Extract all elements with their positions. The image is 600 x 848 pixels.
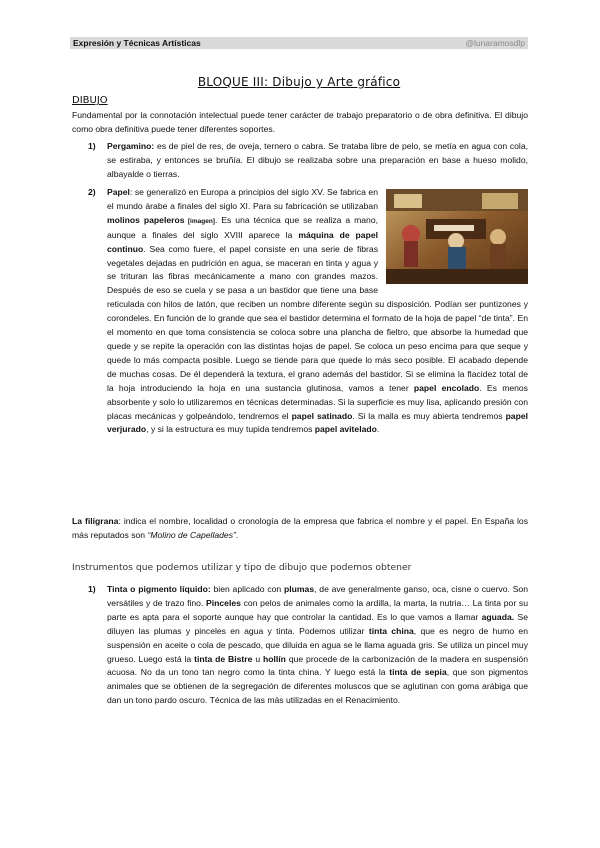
term-pinceles: Pinceles (206, 597, 241, 608)
term-tinta-bistre: tinta de Bistre (194, 653, 253, 664)
instruments-heading: Instrumentos que podemos utilizar y tipo de dibujo que podemos obtener (72, 562, 412, 573)
papel-label: Papel (107, 187, 130, 197)
papel-text-5: . Si la malla es muy abierta tendremos (352, 410, 506, 421)
term-molinos-papeleros: molinos papeleros (107, 214, 185, 225)
pergamino-text: es de piel de res, de oveja, ternero o cabra. Se trataba libre de pelo, se metía en agua con cola, se estiraba, y entonces se bruñía. El dibujo se realizaba sobre una preparación en base a hueso molido, albayalde o tierras. (107, 141, 528, 179)
tinta-text-6: u (252, 653, 263, 664)
list-number-1: 1) (88, 141, 96, 151)
header-author: @lunaramosdlp (465, 38, 525, 48)
term-tinta: Tinta o pigmento líquido: (107, 584, 211, 594)
tinta-text-8: , que son pigmentos animales que se obtienen de la segregación de diferentes moluscos que se aglutinan con goma arábiga que dan un tono pardo oscuro. Técnica de las más utilizadas en el Renacimiento. (107, 667, 528, 706)
papel-text-3: . Sea como fuere, el papel consiste en una serie de fibras vegetales dejadas en pudrición en agua, se maceran en tinta y agua y se trituran las fibras mecánicamente a mano con grandes mazos. Después de eso se cuela y se pasa a un bastidor que tiene una base reticulada con hilos de latón, que reciben un nombre diferente según su disposición. Podían ser puntizones y corondeles. En función de lo grande que sea el bastidor determina el formato de la hoja de papel “de tinta”. En el momento en que toma consistencia se coloca sobre una plancha de fieltro, que absorbe la humedad que quede y se repite la operación con las distintas hojas de papel. Se coloca un peso encima para que seque y quede lo más compacta posible. Luego se tiende para que quede lo más seco posible. El acabado depende de muchas cosas. De él dependerá la textura, el grano además del bastidor. Si se elimina la flacidez total de la hoja introduciendo la hoja en una sustancia glutinosa, vamos a tener (107, 243, 528, 393)
list-item-papel (107, 186, 528, 437)
filigrana-end: . (235, 529, 239, 540)
intro-paragraph: Fundamental por la connotación intelectual puede tener carácter de trabajo preparatorio o de obra definitiva. El dibujo como obra definitiva puede tener diferentes soportes. (72, 110, 528, 134)
image-ref: [imagen] (184, 217, 215, 225)
header-subject: Expresión y Técnicas Artísticas (73, 38, 201, 48)
list-item-tinta (107, 583, 528, 708)
term-tinta-sepia: tinta de sepia (389, 667, 447, 678)
term-papel-satinado: papel satinado (291, 410, 353, 421)
paper-mill-illustration (386, 189, 528, 284)
papel-text-2: . Es una técnica que se realiza a mano, aunque a finales del siglo XVIII aparece la (107, 214, 378, 240)
term-plumas: plumas (284, 584, 315, 594)
pergamino-label: Pergamino: (107, 141, 155, 151)
term-papel-verjurado: papel verjurado (107, 410, 529, 435)
section-heading-dibujo: DIBUJO (72, 95, 108, 106)
filigrana-paragraph (72, 515, 528, 543)
term-papel-encolado: papel encolado (413, 382, 480, 393)
filigrana-quote: “Molino de Capellades” (147, 529, 236, 540)
page-header (70, 37, 528, 49)
filigrana-label: La filigrana (72, 516, 119, 526)
term-aguada: aguada. (481, 611, 515, 622)
page-title: BLOQUE III: Dibujo y Arte gráfico (197, 75, 401, 89)
papel-text-6: , y si la estructura es muy tupida tendremos (146, 424, 315, 435)
term-papel-avitelado: papel avitelado (314, 424, 377, 435)
tinta-text-7: que procede de la carbonización de la madera en suspensión acuosa. No da un tono tan negro como la tinta china. Y luego está la (107, 653, 528, 678)
term-tinta-china: tinta china (368, 625, 414, 636)
tinta-text-2: , de ave generalmente ganso, oca, cisne o cuervo. Son versátiles y de trazo fino. (107, 584, 528, 608)
papel-text-4: . Es menos absorbente y solo lo utilizaremos en técnicas determinadas. Si la superficie es muy lisa, aplicando presión con placas mecánicas y golpeándolo, tendremos el (107, 382, 528, 421)
list-number-2: 2) (88, 187, 96, 197)
tinta-text-1: bien aplicado con (210, 584, 285, 594)
tinta-text-5: , que es negro de humo en suspensión en aceite o cola de pescado, que diluida en agua se le llama aguada gris. Se utiliza un pincel muy grueso. Luego está la (107, 625, 528, 664)
term-maquina-papel: máquina de papel continuo (107, 229, 378, 254)
papel-text-1: : se generalizó en Europa a principios del siglo XV. Se fabrica en el mundo árabe a finales del siglo XI. Para su fabricación se utilizaban (107, 187, 378, 211)
list-item-pergamino (107, 140, 528, 182)
tinta-text-4: Se diluyen las plumas y pinceles en agua y tinta. Podemos utilizar (107, 611, 529, 636)
filigrana-text: : indica el nombre, localidad o cronología de la empresa que fabrica el nombre y el papel. En España los más reputados son (72, 516, 529, 540)
list-number-tinta: 1) (88, 584, 96, 594)
tinta-text-3: con pelos de animales como la ardilla, la marta, la nutria… La tinta por su parte es apta para el soporte aunque hay que controlar la cantidad. Es lo que vamos a llamar (107, 597, 528, 622)
papel-text-7: . (376, 424, 380, 435)
term-hollin: hollín (263, 653, 286, 664)
